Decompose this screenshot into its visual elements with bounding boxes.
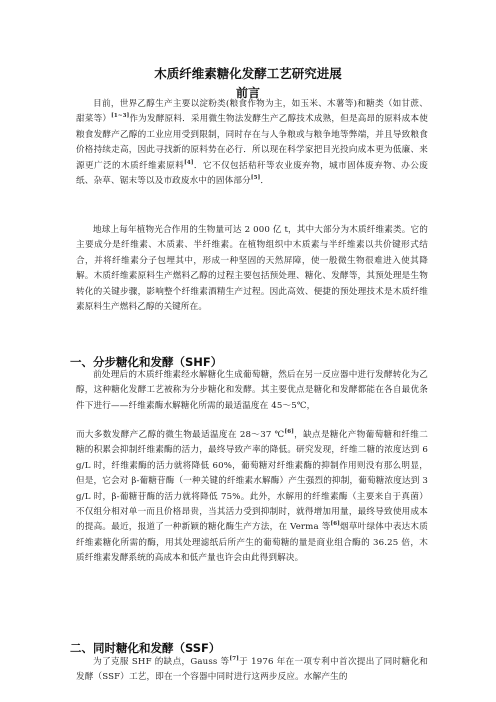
citation-ref: [1~3] [111, 113, 130, 120]
text-run: 目前，世界乙醇生产主要以淀粉类(粮食作物为主，如玉米、木薯等)和糖类（如甘蔗、甜菜等） [76, 99, 428, 125]
shf-paragraph-2 [76, 428, 428, 567]
intro-paragraph-2 [76, 223, 428, 315]
citation-ref: [5] [250, 175, 261, 182]
citation-ref: [6] [284, 429, 294, 436]
document-title: 木质纤维素糖化发酵工艺研究进展 [154, 66, 342, 81]
ssf-paragraph-1 [76, 655, 428, 686]
text-run: 而大多数发酵产乙醇的微生物最适温度在 28～37 ℃ [76, 430, 285, 440]
text-run: 前处理后的木质纤维素经水解糖化生成葡萄糖，然后在另一反应器中进行发酵转化为乙醇，这种糖化发酵工艺被称为分步糖化和发酵。其主要优点是糖化和发酵都能在各自最优条件下进行——纤维素酶水解糖化所需的最适温度在 45～5℃， [76, 370, 428, 411]
heading-shf: 一、分步糖化和发酵（SHF） [70, 355, 223, 369]
citation-ref: [6] [330, 521, 340, 528]
intro-paragraph-1 [76, 97, 428, 189]
citation-ref: [7] [229, 656, 239, 663]
text-run: ，缺点是糖化产物葡萄糖和纤维二糖的积累会抑制纤维素酶的活力，最终导致产率的降低。研究发现，纤维二糖的浓度达到 6 g/L 时，纤维素酶的活力就将降低 60%，葡萄糖对纤维素酶的抑制作用则没有那么明显，但是，它会对 β-葡糖苷酶（一种关键的纤维素水解酶）产生强烈的抑制，葡萄糖浓度达到 3 g/L 时，β-葡糖苷酶的活力就将降低 75%。此外，水解用的纤维素酶（主要来自于真菌）不仅组分相对单一而且价格昂贵，当其活力受到抑制时，就得增加用量，最终导致使用成本的提高。最近，报道了一种新颖的糖化酶生产方法，在 Verma 等 [76, 430, 428, 533]
text-run: ． [260, 176, 270, 187]
citation-ref: [4] [184, 159, 194, 166]
text-run: ．它不仅包括秸秆等农业废弃物，城市固体废弃物、办公废纸、杂草、锯末等以及市政废水中的固体部分 [76, 160, 428, 187]
heading-ssf: 二、同时糖化和发酵（SSF） [70, 641, 221, 655]
text-run: 于 1976 年在一项专利中首次提出了同时糖化和发酵（SSF）工艺，即在一个容器中同时进行这两步反应。水解产生的 [76, 657, 429, 683]
text-run: 作为发酵原料．采用微生物法发酵生产乙醇技术成熟，但是高昂的原料成本使粮食发酵产乙醇的工业应用受到限制，同时存在与人争粮或与粮争地等弊端，并且导致粮食价格持续走高，因此寻找新的原料势在必行．所以现在科学家把目光投向成本更为低廉、来源更广泛的木质纤维素原料 [76, 114, 428, 171]
text-run: 为了克服 SHF 的缺点，Gauss 等 [93, 657, 230, 667]
shf-paragraph-1 [76, 368, 428, 414]
heading-intro: 前言 [235, 86, 260, 100]
text-run: 地球上每年植物光合作用的生物量可达 2 000 亿 t，其中大部分为木质纤维素类。它的主要成分是纤维素、木质素、半纤维素。在植物组织中木质素与半纤维素以共价键形式结合，并将纤维素分子包埋其中，形成一种坚固的天然屏障，使一般微生物很难进入使其降解。木质纤维素原料生产燃料乙醇的过程主要包括预处理、糖化、发酵等，其预处理是生物转化的关键步骤，影响整个纤维素酒精生产过程。因此高效、便捷的预处理技术是木质纤维素原料生产燃料乙醇的关键所在。 [76, 225, 428, 313]
text-run: 烟草叶绿体中表达木质纤维素糖化所需的酶，用其处理滤纸后所产生的葡萄糖的量是商业组合酶的 36.25 倍，木质纤维素发酵系统的高成本和低产量也许会由此得到解决。 [76, 522, 428, 564]
